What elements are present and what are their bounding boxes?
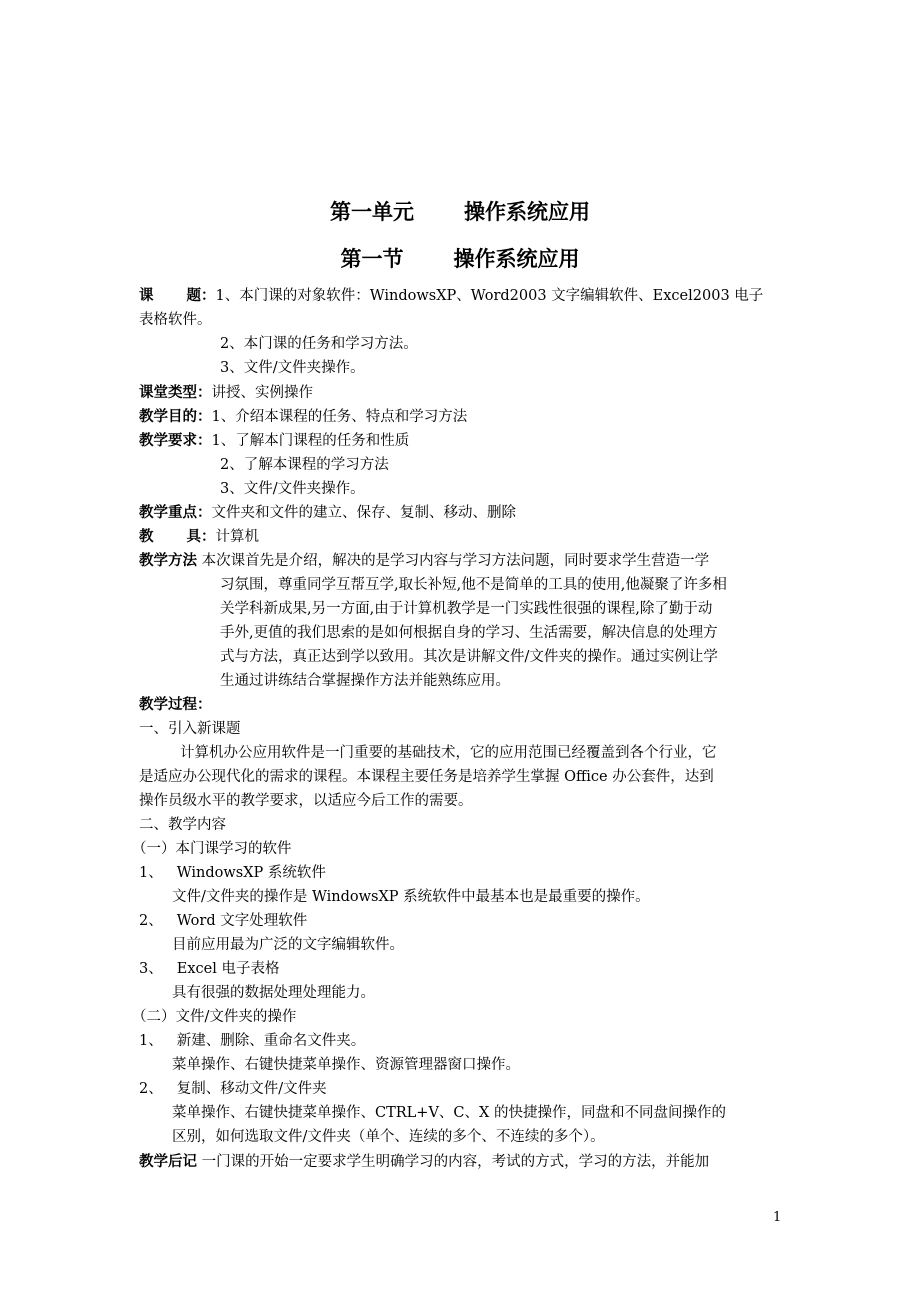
goal-value: 1、介绍本课程的任务、特点和学习方法 bbox=[211, 409, 468, 425]
list-item-desc: 区别，如何选取文件/文件夹（单个、连续的多个、不连续的多个）。 bbox=[172, 1129, 605, 1145]
list-item bbox=[139, 1031, 365, 1051]
goal-label: 教学目的： bbox=[139, 409, 212, 425]
section-title-number: 第一节 bbox=[340, 247, 404, 271]
list-item-title: 新建、删除、重命名文件夹。 bbox=[176, 1033, 366, 1049]
class-type-label: 课堂类型： bbox=[139, 385, 212, 401]
method-line: 习氛围，尊重同学互帮互学,取长补短,他不是简单的工具的使用,他凝聚了许多相 bbox=[220, 577, 727, 593]
list-item-desc: 具有很强的数据处理处理能力。 bbox=[172, 985, 375, 1001]
intro-line: 计算机办公应用软件是一门重要的基础技术，它的应用范围已经覆盖到各个行业，它 bbox=[180, 745, 717, 761]
process-row bbox=[139, 695, 212, 715]
list-item-desc: 菜单操作、右键快捷菜单操作、资源管理器窗口操作。 bbox=[172, 1057, 520, 1073]
list-item bbox=[139, 911, 307, 931]
list-item-number: 2、 bbox=[139, 1081, 163, 1097]
list-item bbox=[139, 959, 279, 979]
section-title-text: 操作系统应用 bbox=[453, 247, 580, 271]
focus-row bbox=[139, 503, 516, 523]
method-row bbox=[139, 551, 709, 571]
requirement-item: 3、文件/文件夹操作。 bbox=[220, 481, 365, 497]
page-number: 1 bbox=[773, 1210, 782, 1225]
unit-title-number: 第一单元 bbox=[330, 200, 414, 224]
list-item-title: Word 文字处理软件 bbox=[176, 913, 308, 929]
requirement-row bbox=[139, 431, 409, 451]
method-line: 关学科新成果,另一方面,由于计算机教学是一门实践性很强的课程,除了勤于动 bbox=[220, 601, 713, 617]
tools-label-a: 教 bbox=[139, 529, 154, 545]
postscript-row bbox=[139, 1152, 709, 1172]
focus-label: 教学重点： bbox=[139, 505, 212, 521]
topic-row bbox=[139, 286, 763, 306]
topic-line-3: 3、文件/文件夹操作。 bbox=[220, 360, 365, 376]
tools-row bbox=[139, 527, 259, 547]
method-line: 本次课首先是介绍，解决的是学习内容与学习方法问题，同时要求学生营造一学 bbox=[201, 553, 710, 569]
tools-label-b: 具： bbox=[186, 529, 216, 545]
list-item bbox=[139, 863, 326, 883]
topic-line-2: 2、本门课的任务和学习方法。 bbox=[220, 336, 418, 352]
content-heading: 二、教学内容 bbox=[139, 817, 226, 833]
unit-title-text: 操作系统应用 bbox=[464, 200, 590, 224]
list-item-number: 3、 bbox=[139, 961, 163, 977]
list-item-number: 1、 bbox=[139, 865, 163, 881]
list-item-number: 1、 bbox=[139, 1033, 163, 1049]
list-item bbox=[139, 1079, 327, 1099]
list-item-number: 2、 bbox=[139, 913, 163, 929]
topic-line-1: 1、本门课的对象软件：WindowsXP、Word2003 文字编辑软件、Excel2003 电子 bbox=[215, 288, 764, 304]
requirement-label: 教学要求： bbox=[139, 433, 212, 449]
topic-label-b: 题： bbox=[186, 288, 216, 304]
content-subheading: （一）本门课学习的软件 bbox=[132, 841, 292, 857]
requirement-item: 2、了解本课程的学习方法 bbox=[220, 457, 389, 473]
postscript-label: 教学后记 bbox=[139, 1154, 197, 1170]
class-type-row bbox=[139, 383, 313, 403]
method-label: 教学方法 bbox=[139, 553, 197, 569]
method-line: 手外,更值的我们思索的是如何根据自身的学习、生活需要，解决信息的处理方 bbox=[220, 625, 718, 641]
list-item-title: WindowsXP 系统软件 bbox=[176, 865, 326, 881]
focus-value: 文件夹和文件的建立、保存、复制、移动、删除 bbox=[211, 505, 516, 521]
list-item-title: Excel 电子表格 bbox=[176, 961, 280, 977]
postscript-text: 一门课的开始一定要求学生明确学习的内容，考试的方式，学习的方法，并能加 bbox=[201, 1154, 710, 1170]
list-item-desc: 目前应用最为广泛的文字编辑软件。 bbox=[172, 937, 404, 953]
goal-row bbox=[139, 407, 467, 427]
process-label: 教学过程： bbox=[139, 697, 212, 713]
method-line: 生通过讲练结合掌握操作方法并能熟练应用。 bbox=[220, 673, 510, 689]
intro-line: 操作员级水平的教学要求，以适应今后工作的需要。 bbox=[139, 793, 473, 809]
topic-line-1b: 表格软件。 bbox=[139, 312, 212, 328]
unit-title bbox=[0, 196, 920, 226]
list-item-desc: 菜单操作、右键快捷菜单操作、CTRL+V、C、X 的快捷操作，同盘和不同盘间操作的 bbox=[172, 1105, 726, 1121]
section-title bbox=[0, 243, 920, 273]
list-item-title: 复制、移动文件/文件夹 bbox=[176, 1081, 327, 1097]
list-item-desc: 文件/文件夹的操作是 WindowsXP 系统软件中最基本也是最重要的操作。 bbox=[172, 889, 650, 905]
class-type-value: 讲授、实例操作 bbox=[211, 385, 313, 401]
requirement-item: 1、了解本门课程的任务和性质 bbox=[211, 433, 410, 449]
tools-value: 计算机 bbox=[215, 529, 259, 545]
intro-line: 是适应办公现代化的需求的课程。本课程主要任务是培养学生掌握 Office 办公套件，达到 bbox=[139, 769, 714, 785]
topic-label-a: 课 bbox=[139, 288, 154, 304]
content-subheading: （二）文件/文件夹的操作 bbox=[132, 1009, 297, 1025]
intro-heading: 一、引入新课题 bbox=[139, 721, 241, 737]
method-line: 式与方法，真正达到学以致用。其次是讲解文件/文件夹的操作。通过实例让学 bbox=[220, 649, 718, 665]
